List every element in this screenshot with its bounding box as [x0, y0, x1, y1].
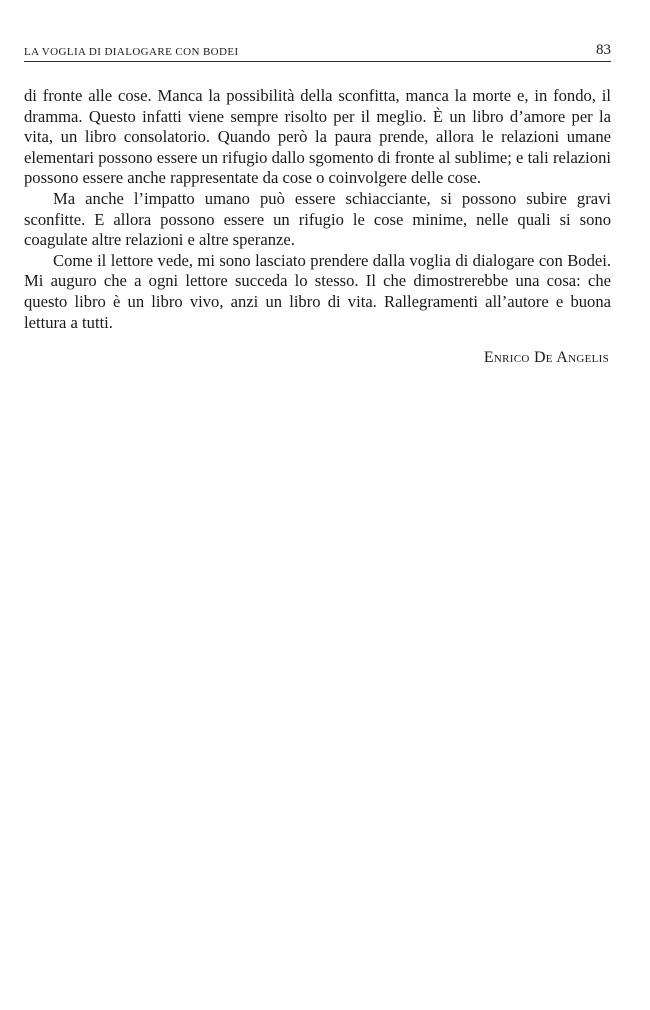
- body-text: [24, 86, 611, 333]
- page-number: 83: [596, 42, 611, 58]
- paragraph: Come il lettore vede, mi sono lasciato prendere dalla voglia di dialogare con Bodei. Mi auguro che a ogni lettore succeda lo stesso. Il che dimostrerebbe una cosa: che questo libro è un libro vivo, anzi un libro di vita. Rallegramenti all’autore e buona lettura a tutti.: [24, 250, 611, 332]
- book-page: [24, 38, 611, 367]
- running-header-title: LA VOGLIA DI DIALOGARE CON BODEI: [24, 46, 239, 58]
- paragraph-continued: di fronte alle cose. Manca la possibilità della sconfitta, manca la morte e, in fondo, il dramma. Questo infatti viene sempre risolto per il meglio. È un libro d’amore per la vita, un libro consolatorio. Quando però la paura prende, allora le relazioni umane elementari possono essere un rifugio dallo sgomento di fronte al sublime; e tali relazioni possono essere anche rappresentate da cose o coinvolgere delle cose.: [24, 86, 611, 188]
- running-header: [24, 38, 611, 62]
- paragraph: Ma anche l’impatto umano può essere schiacciante, si possono subire gravi sconfitte. E allora possono essere un rifugio le cose minime, nelle quali si sono coagulate altre relazioni e altre speranze.: [24, 188, 611, 250]
- author-signature: Enrico De Angelis: [483, 349, 609, 367]
